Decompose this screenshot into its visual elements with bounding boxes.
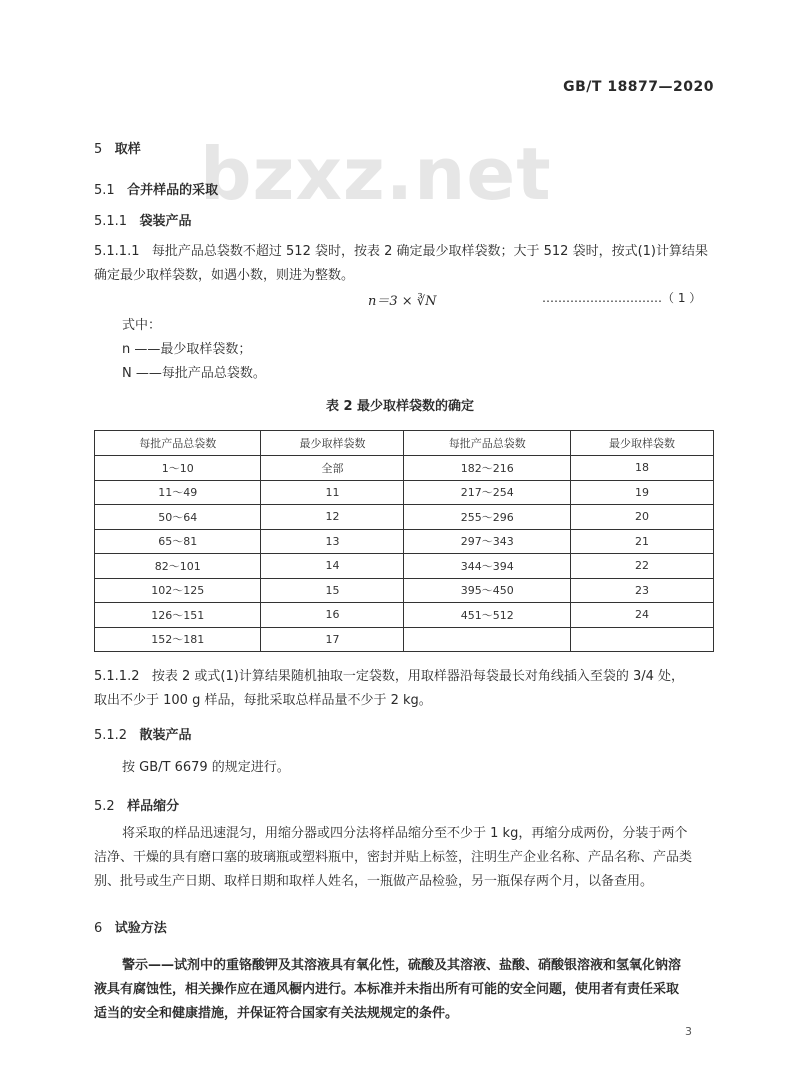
table-cell: 15 <box>261 578 404 603</box>
section-number: 5.1.1 <box>94 214 128 229</box>
table-cell: 11 <box>261 480 404 505</box>
section-number: 6 <box>94 921 103 936</box>
table-cell: 24 <box>570 603 713 628</box>
definition-n: n ——最少取样袋数； <box>122 342 252 357</box>
column-header: 最少取样袋数 <box>570 431 713 456</box>
page-number: 3 <box>685 1025 692 1038</box>
section-5-2-heading <box>94 795 179 814</box>
table-2 <box>94 430 714 652</box>
column-header: 每批产品总袋数 <box>404 431 570 456</box>
table-cell: 297～343 <box>404 529 570 554</box>
section-title: 试验方法 <box>114 921 167 936</box>
section-number: 5 <box>94 142 103 157</box>
table-cell: 102～125 <box>95 578 261 603</box>
table-cell: 12 <box>261 505 404 530</box>
section-title: 散装产品 <box>139 728 192 743</box>
table-cell: 65～81 <box>95 529 261 554</box>
table-cell: 1～10 <box>95 456 261 481</box>
where-block <box>122 314 266 386</box>
paragraph-5-2 <box>94 822 724 894</box>
table-cell: 50～64 <box>95 505 261 530</box>
table-cell: 344～394 <box>404 554 570 579</box>
table-cell: 182～216 <box>404 456 570 481</box>
table-row <box>95 554 714 579</box>
section-5-1-1-heading <box>94 210 192 229</box>
paragraph-5-1-1-2 <box>94 665 714 713</box>
section-number: 5.1.2 <box>94 728 128 743</box>
section-title: 取样 <box>114 142 141 157</box>
table-cell <box>570 627 713 652</box>
paragraph-line: 洁净、干燥的具有磨口塞的玻璃瓶或塑料瓶中，密封并贴上标签，注明生产企业名称、产品名称、产品类 <box>94 850 693 865</box>
warning-line: 适当的安全和健康措施，并保证符合国家有关法规规定的条件。 <box>94 1006 459 1021</box>
table-cell: 255～296 <box>404 505 570 530</box>
table-cell: 395～450 <box>404 578 570 603</box>
section-5-1-heading <box>94 179 218 198</box>
clause-text: 按表 2 或式(1)计算结果随机抽取一定袋数，用取样器沿每袋最长对角线插入至袋的 3/4 处， <box>151 669 685 684</box>
formula-1: n＝3 × ∛N <box>368 294 437 309</box>
section-6-heading <box>94 917 167 936</box>
table-row <box>95 627 714 652</box>
table-cell: 16 <box>261 603 404 628</box>
table-cell: 217～254 <box>404 480 570 505</box>
clause-number: 5.1.1.2 <box>94 669 140 684</box>
table-row <box>95 456 714 481</box>
section-5-1-2-heading <box>94 724 192 743</box>
warning-line: 液具有腐蚀性，相关操作应在通风橱内进行。本标准并未指出所有可能的安全问题，使用者有责任采取 <box>94 982 680 997</box>
table-cell <box>404 627 570 652</box>
section-title: 合并样品的采取 <box>127 183 219 198</box>
definition-N: N ——每批产品总袋数。 <box>122 366 266 381</box>
clause-text: 取出不少于 100 g 样品，每批采取总样品量不少于 2 kg。 <box>94 693 432 708</box>
paragraph-5-1-1-1 <box>94 240 714 288</box>
section-title: 袋装产品 <box>139 214 192 229</box>
table-cell: 全部 <box>261 456 404 481</box>
watermark: bzxz.net <box>200 132 552 216</box>
formula-number: …………………………（ 1 ） <box>542 291 702 305</box>
table-row <box>95 578 714 603</box>
section-number: 5.1 <box>94 183 115 198</box>
table-cell: 23 <box>570 578 713 603</box>
standard-number: GB/T 18877—2020 <box>563 79 714 95</box>
table-cell: 22 <box>570 554 713 579</box>
paragraph-line: 别、批号或生产日期、取样日期和取样人姓名，一瓶做产品检验，另一瓶保存两个月，以备查用。 <box>94 874 654 889</box>
column-header: 每批产品总袋数 <box>95 431 261 456</box>
table-row <box>95 505 714 530</box>
table-cell: 17 <box>261 627 404 652</box>
table-cell: 82～101 <box>95 554 261 579</box>
table-row <box>95 529 714 554</box>
table-cell: 152～181 <box>95 627 261 652</box>
section-number: 5.2 <box>94 799 115 814</box>
table-row <box>95 480 714 505</box>
table-caption: 表 2 最少取样袋数的确定 <box>325 399 475 414</box>
table-header-row <box>95 431 714 456</box>
table-cell: 14 <box>261 554 404 579</box>
warning-block <box>94 954 724 1026</box>
table-cell: 451～512 <box>404 603 570 628</box>
section-title: 样品缩分 <box>127 799 180 814</box>
clause-text: 每批产品总袋数不超过 512 袋时，按表 2 确定最少取样袋数；大于 512 袋时，按式(1)计算结果 <box>151 244 708 259</box>
paragraph-line: 将采取的样品迅速混匀，用缩分器或四分法将样品缩分至不少于 1 kg，再缩分成两份，分装于两个 <box>122 826 688 841</box>
table-cell: 20 <box>570 505 713 530</box>
table-row <box>95 603 714 628</box>
warning-line: 警示——试剂中的重铬酸钾及其溶液具有氧化性，硫酸及其溶液、盐酸、硝酸银溶液和氢氧化钠溶 <box>122 958 682 973</box>
table-cell: 21 <box>570 529 713 554</box>
table-cell: 126～151 <box>95 603 261 628</box>
paragraph-5-1-2: 按 GB/T 6679 的规定进行。 <box>122 760 290 775</box>
column-header: 最少取样袋数 <box>261 431 404 456</box>
table-cell: 18 <box>570 456 713 481</box>
table-cell: 11～49 <box>95 480 261 505</box>
clause-number: 5.1.1.1 <box>94 244 140 259</box>
where-label: 式中： <box>122 318 162 333</box>
table-cell: 19 <box>570 480 713 505</box>
clause-text: 确定最少取样袋数，如遇小数，则进为整数。 <box>94 268 355 283</box>
table-cell: 13 <box>261 529 404 554</box>
section-5-heading <box>94 138 141 157</box>
